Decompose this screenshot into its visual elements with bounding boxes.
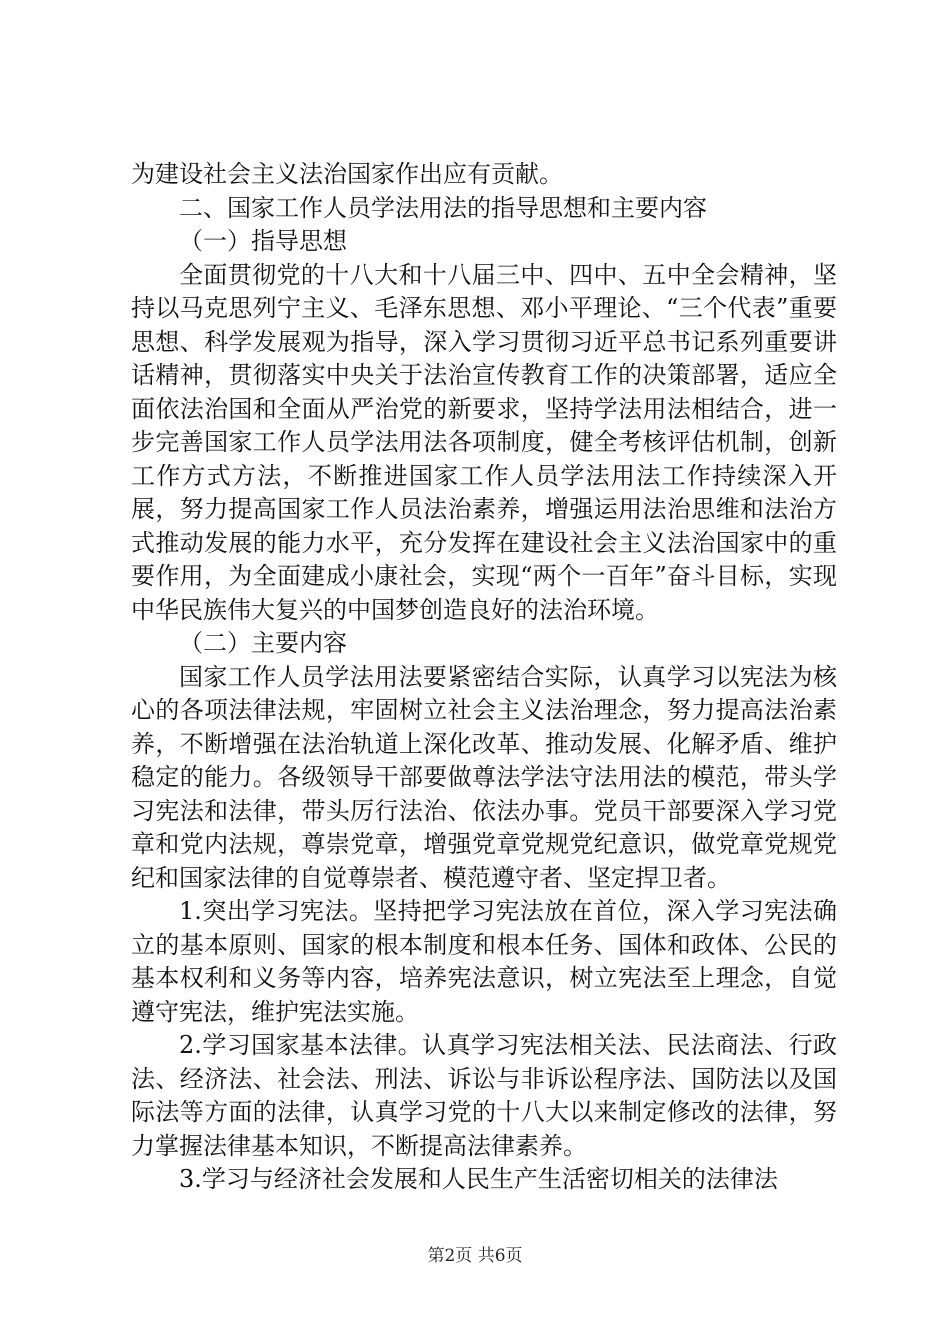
paragraph-continuation: 为建设社会主义法治国家作出应有贡献。	[131, 160, 563, 188]
subsection-heading-main-content: （二）主要内容	[179, 629, 347, 657]
page-number-footer: 第2页 共6页	[427, 1246, 523, 1266]
list-item-2-basic-laws: 2.学习国家基本法律。认真学习宪法相关法、民法商法、行政法、经济法、社会法、刑法、诉讼与非诉讼程序法、国防法以及国际法等方面的法律，认真学习党的十八大以来制定修改的法律，努力掌握法律基本知识，不断提高法律素养。	[131, 1031, 837, 1160]
list-item-1-constitution: 1.突出学习宪法。坚持把学习宪法放在首位，深入学习宪法确立的基本原则、国家的根本制度和根本任务、国体和政体、公民的基本权利和义务等内容，培养宪法意识，树立宪法至上理念，自觉遵守宪法，维护宪法实施。	[131, 897, 837, 1026]
subsection-heading-guiding-thought: （一）指导思想	[179, 227, 347, 255]
section-heading-two: 二、国家工作人员学法用法的指导思想和主要内容	[179, 193, 707, 222]
list-item-3-related-laws: 3.学习与经济社会发展和人民生产生活密切相关的法律法	[179, 1165, 778, 1193]
paragraph-main-content: 国家工作人员学法用法要紧密结合实际，认真学习以宪法为核心的各项法律法规，牢固树立社会主义法治理念，努力提高法治素养，不断增强在法治轨道上深化改革、推动发展、化解矛盾、维护稳定的能力。各级领导干部要做尊法学法守法用法的模范，带头学习宪法和法律，带头厉行法治、依法办事。党员干部要深入学习党章和党内法规，尊崇党章，增强党章党规党纪意识，做党章党规党纪和国家法律的自觉尊崇者、模范遵守者、坚定捍卫者。	[131, 662, 837, 892]
paragraph-guiding-thought: 全面贯彻党的十八大和十八届三中、四中、五中全会精神，坚持以马克思列宁主义、毛泽东思想、邓小平理论、“三个代表”重要思想、科学发展观为指导，深入学习贯彻习近平总书记系列重要讲话精神，贯彻落实中央关于法治宣传教育工作的决策部署，适应全面依法治国和全面从严治党的新要求，坚持学法用法相结合，进一步完善国家工作人员学法用法各项制度，健全考核评估机制，创新工作方式方法，不断推进国家工作人员学法用法工作持续深入开展，努力提高国家工作人员法治素养，增强运用法治思维和法治方式推动发展的能力水平，充分发挥在建设社会主义法治国家中的重要作用，为全面建成小康社会，实现“两个一百年”奋斗目标，实现中华民族伟大复兴的中国梦创造良好的法治环境。	[131, 260, 837, 624]
document-body	[131, 158, 837, 1197]
